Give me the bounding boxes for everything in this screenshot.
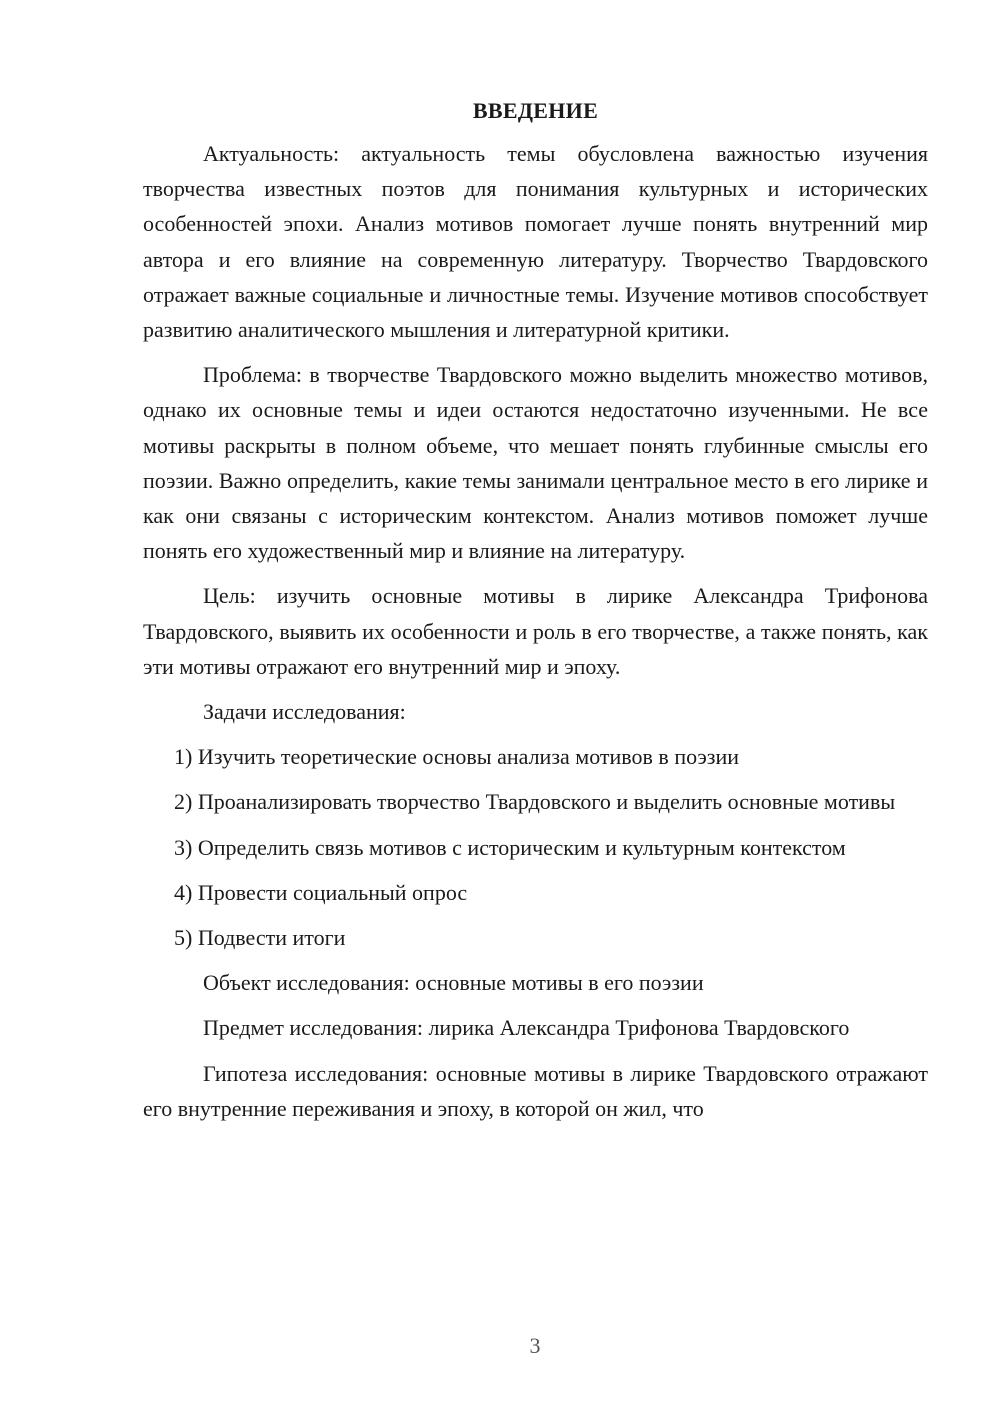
- goal-paragraph: Цель: изучить основные мотивы в лирике Александра Трифонова Твардовского, выявить их особенности и роль в его творчестве, а также понять, как эти мотивы отражают его внутренний мир и эпоху.: [143, 583, 928, 679]
- hypothesis-paragraph: Гипотеза исследования: основные мотивы в лирике Твардовского отражают его внутренние переживания и эпоху, в которой он жил, что: [143, 1060, 928, 1121]
- problem-paragraph: Проблема: в творчестве Твардовского можно выделить множество мотивов, однако их основные темы и идеи остаются недостаточно изученными. Не все мотивы раскрыты в полном объеме, что мешает понять глубинные смыслы его поэзии. Важно определить, какие темы занимали центральное место в его лирике и как они связаны с историческим контекстом. Анализ мотивов поможет лучше понять его художественный мир и влияние на литературу.: [143, 362, 928, 564]
- task-item-3: 3) Определить связь мотивов с историческим и культурным контекстом: [174, 834, 846, 860]
- relevance-paragraph: Актуальность: актуальность темы обусловлена важностью изучения творчества известных поэтов для понимания культурных и исторических особенностей эпохи. Анализ мотивов помогает лучше понять внутренний мир автора и его влияние на современную литературу. Творчество Твардовского отражает важные социальные и личностные темы. Изучение мотивов способствует развитию аналитического мышления и литературной критики.: [143, 141, 928, 343]
- page-number: 3: [529, 1333, 541, 1358]
- task-item-2: 2) Проанализировать творчество Твардовского и выделить основные мотивы: [174, 789, 896, 815]
- object-paragraph: Объект исследования: основные мотивы в его поэзии: [203, 970, 704, 996]
- tasks-heading: Задачи исследования:: [203, 699, 406, 725]
- task-item-5: 5) Подвести итоги: [174, 925, 346, 951]
- task-item-4: 4) Провести социальный опрос: [174, 879, 468, 905]
- subject-paragraph: Предмет исследования: лирика Александра Трифонова Твардовского: [203, 1015, 850, 1041]
- task-item-1: 1) Изучить теоретические основы анализа мотивов в поэзии: [174, 744, 740, 770]
- document-page: [143, 96, 928, 1136]
- section-heading: ВВЕДЕНИЕ: [472, 98, 599, 123]
